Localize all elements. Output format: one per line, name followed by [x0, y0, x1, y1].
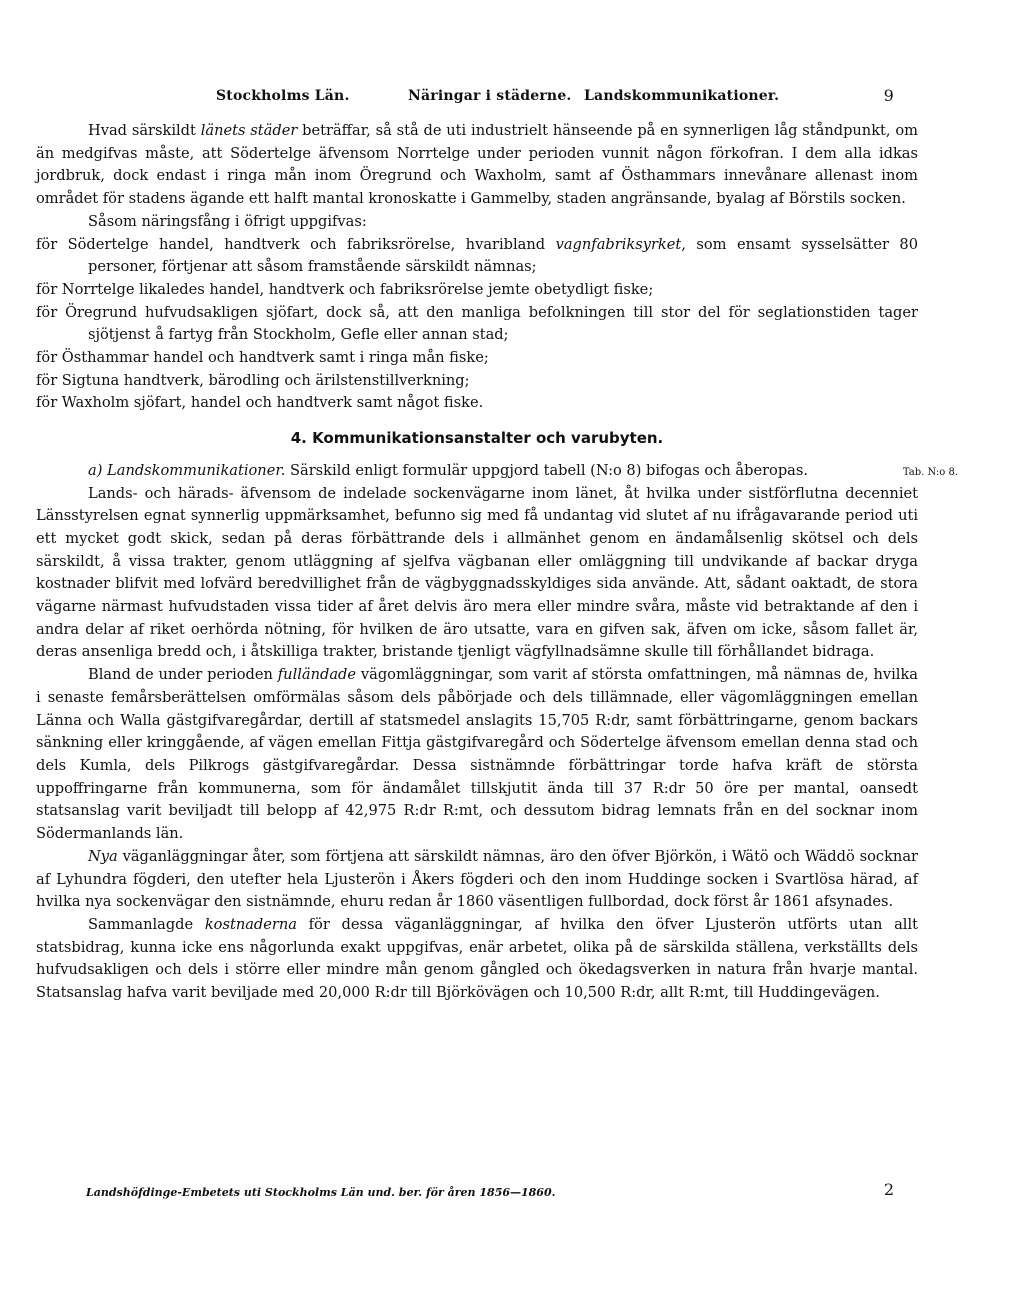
paragraph: Hvad särskildt länets städer beträffar, så stå de uti industrielt hänseende på en synnerligen låg ståndpunkt, om än medgifvas måste, att Södertelge äfvensom Norrtelge under perioden vunnit någon förkofran. I dem alla idkas jordbruk, dock endast i ringa mån inom Öregrund och Waxholm, samt af Östhammars innevånare allenast inom området för stadens ägande ett halft mantal kronoskatte i Gammelby, staden angränsande, byalag af Börstils socken.	[36, 122, 919, 208]
paragraph: Sammanlagde kostnaderna för dessa väganläggningar, af hvilka den öfver Ljusterön utförts utan allt statsbidrag, kunna icke ens någorlunda exakt uppgifvas, enär arbetet, olika på de särskilda ställena, verkställts dels hufvudsakligen och dels i större eller mindre mån genom gångled och ökedagsverken in natura från hvarje mantal. Statsanslag hafva varit beviljade med 20,000 R:dr till Björkövägen och 10,500 R:dr, allt R:mt, till Huddingevägen.	[36, 915, 918, 1002]
header-section: Näringar i städerne.	[408, 88, 572, 104]
body-text	[36, 120, 958, 1005]
page-number: 9	[883, 86, 894, 105]
header-subsection: Landskommunikationer.	[584, 88, 780, 104]
list-item: för Öregrund hufvudsakligen sjöfart, dock så, att den manliga befolkningen till stor del för seglationstiden tager sjötjenst å fartyg från Stockholm, Gefle eller annan stad;	[36, 303, 918, 344]
header-county: Stockholms Län.	[216, 88, 350, 104]
paragraph: Nya väganläggningar åter, som förtjena att särskildt nämnas, äro den öfver Björkön, i Wätö och Wäddö socknar af Lyhundra fögderi, den utefter hela Ljusterön i Åkers fögderi och den inom Huddinge socken i Svartlösa härad, af hvilka nya sockenvägar den sistnämnde, ehuru redan år 1860 väsentligen fullbordad, dock först år 1861 afsynades.	[36, 847, 918, 911]
paragraph: Bland de under perioden fulländade vägomläggningar, som varit af största omfattningen, må nämnas de, hvilka i senaste femårsberättelsen omförmälas såsom dels påbörjade och dels tillämnade, eller vägomläggningen emellan Länna och Walla gästgifvaregårdar, dertill af statsmedel anslagits 15,705 R:dr, samt förbättringarne, genom backars sänkning eller kringgående, af vägen emellan Fittja gästgifvaregård och Södertelge äfvensom emellan denna stad och dels Kumla, dels Pilkrogs gästgifvaregårdar. Dessa sistnämnde förbättringar torde hafva kräft de största uppoffringarne från kommunerna, som för ändamålet tillskjutit ända till 37 R:dr 50 öre per mantal, oansedt statsanslag varit beviljadt till belopp af 42,975 R:dr R:mt, och dessutom bidrag lemnats från en del socknar inom Södermanlands län.	[36, 666, 918, 843]
list-item: för Norrtelge likaledes handel, handtverk och fabriksrörelse jemte obetydligt fiske;	[36, 280, 654, 298]
list-item: för Waxholm sjöfart, handel och handtverk samt något fiske.	[36, 394, 484, 412]
margin-table-reference: Tab. N:o 8.	[902, 466, 958, 478]
list-item: för Östhammar handel och handtverk samt i ringa mån fiske;	[36, 349, 489, 367]
running-header	[216, 88, 894, 110]
page-footer	[86, 1180, 894, 1199]
sheet-number: 2	[883, 1180, 894, 1199]
footer-source: Landshöfdinge-Embetets uti Stockholms Län und. ber. för åren 1856—1860.	[86, 1186, 556, 1199]
paragraph: Såsom näringsfång i öfrigt uppgifvas:	[88, 212, 367, 230]
list-item: för Sigtuna handtverk, bärodling och ärilstenstillverkning;	[36, 371, 470, 389]
paragraph: Lands- och härads- äfvensom de indelade sockenvägarne inom länet, åt hvilka under sistförflutna decenniet Länsstyrelsen egnat synnerlig uppmärksamhet, befunno sig med få undantag vid slutet af nu ifrågavarande period uti ett mycket godt skick, sedan på deras förbättrande dels i allmänhet genom en ändamålsenlig skötsel och dels särskildt, å vissa trakter, genom utläggning af sjelfva vägbanan eller omläggning till undvikande af backar dryga kostnader blifvit med lofvärd beredvillighet från de vägbyggnadsskyldiges sida använde. Att, sådant oaktadt, de stora vägarne närmast hufvudstaden vissa tider af året delvis äro mera eller mindre svåra, måste vid betraktande af den i andra delar af riket oerhörda nötning, för hvilken de äro utsatte, vara en gifven sak, äfven om icke, såsom fallet är, deras ansenliga bredd och, i åtskilliga trakter, bristande tjenligt vägfyllnadsämne skulle till förhållandet bidraga.	[36, 484, 918, 661]
list-item: för Södertelge handel, handtverk och fabriksrörelse, hvaribland vagnfabriksyrket, som ensamt sysselsätter 80 personer, förtjenar att såsom framstående särskildt nämnas;	[36, 235, 918, 276]
section-heading: 4. Kommunikationsanstalter och varubyten.	[290, 429, 664, 448]
subsection-line: a) Landskommunikationer. Särskild enligt formulär uppgjord tabell (N:o 8) bifogas och åberopas. Tab. N:o 8.	[36, 460, 918, 483]
